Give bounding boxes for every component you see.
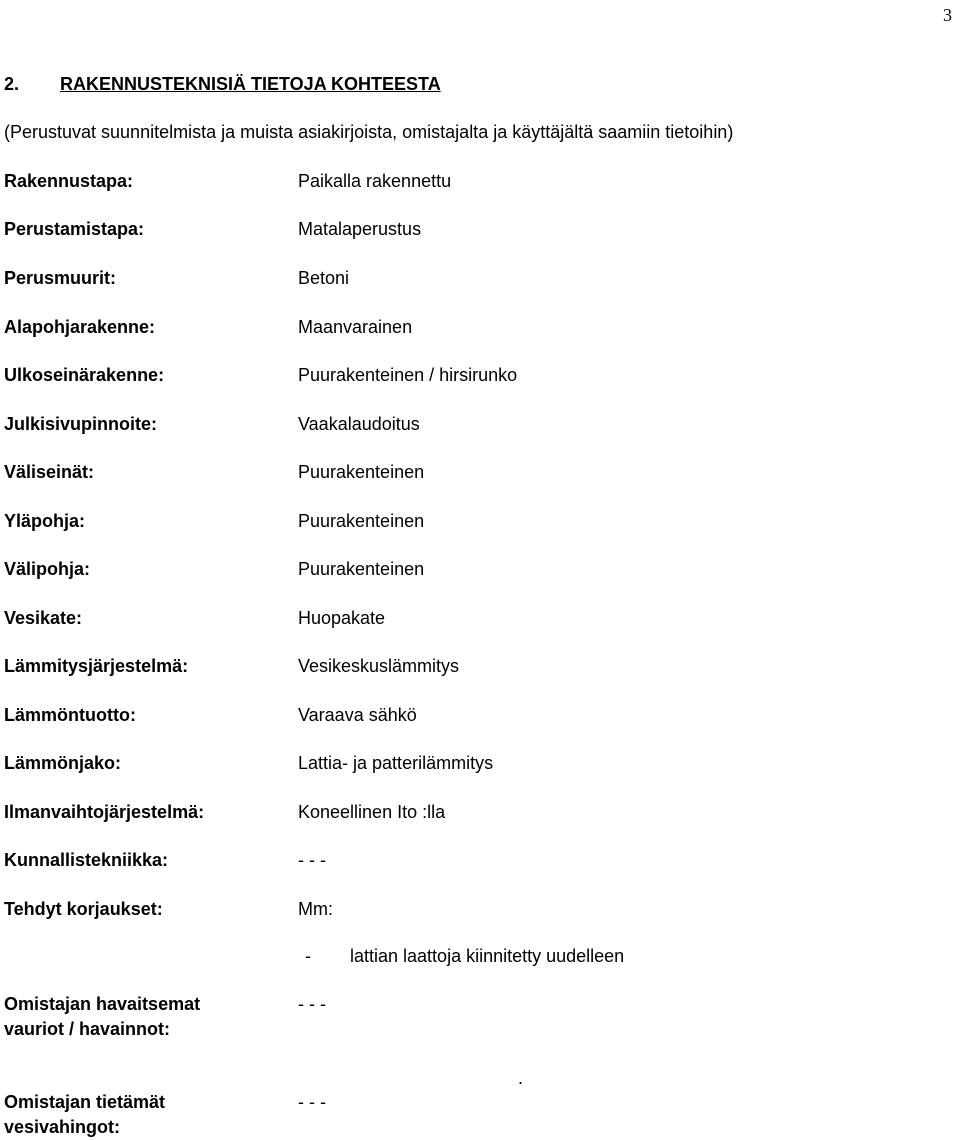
page-number: 3 [943, 5, 952, 25]
value-lammitysjarjestelma: Vesikeskuslämmitys [298, 656, 460, 676]
label-valiseinat: Väliseinät: [4, 462, 95, 482]
label-perustamistapa: Perustamistapa: [4, 219, 145, 239]
label-alapohjarakenne: Alapohjarakenne: [4, 317, 156, 337]
value-ulkoseinarakenne: Puurakenteinen / hirsirunko [298, 365, 518, 385]
section-title: RAKENNUSTEKNISIÄ TIETOJA KOHTEESTA [60, 74, 441, 94]
value-omistajan-havaitsemat: - - - [298, 994, 326, 1014]
label-ulkoseinarakenne: Ulkoseinärakenne: [4, 365, 165, 385]
value-tehdyt-korjaukset: Mm: [298, 899, 333, 919]
value-ilmanvaihtojarjestelma: Koneellinen Ito :lla [298, 802, 446, 822]
label-perusmuurit: Perusmuurit: [4, 268, 117, 288]
value-kunnallistekniikka: - - - [298, 850, 326, 870]
label-kunnallistekniikka: Kunnallistekniikka: [4, 850, 169, 870]
value-lammontuotto: Varaava sähkö [298, 705, 417, 725]
label-tehdyt-korjaukset: Tehdyt korjaukset: [4, 899, 163, 919]
value-alapohjarakenne: Maanvarainen [298, 317, 413, 337]
label-lammontuotto: Lämmöntuotto: [4, 705, 136, 725]
value-perustamistapa: Matalaperustus [298, 219, 422, 239]
value-valipohja: Puurakenteinen [298, 559, 425, 579]
value-julkisivupinnoite: Vaakalaudoitus [298, 414, 420, 434]
section-heading [4, 74, 441, 95]
label-lammonjako: Lämmönjako: [4, 753, 122, 773]
repair-bullet-dash: - [305, 946, 311, 966]
value-rakennustapa: Paikalla rakennettu [298, 171, 452, 191]
label-ylapohja: Yläpohja: [4, 511, 86, 531]
label-omistajan-tietamat: Omistajan tietämät vesivahingot: [4, 1092, 166, 1137]
label-omistajan-havaitsemat: Omistajan havaitsemat vauriot / havainnot: [4, 994, 201, 1039]
label-julkisivupinnoite: Julkisivupinnoite: [4, 414, 158, 434]
intro-text: (Perustuvat suunnitelmista ja muista asiakirjoista, omistajalta ja käyttäjältä saamiin tietoihin) [4, 122, 734, 142]
value-vesikate: Huopakate [298, 608, 386, 628]
label-valipohja: Välipohja: [4, 559, 91, 579]
value-ylapohja: Puurakenteinen [298, 511, 425, 531]
label-vesikate: Vesikate: [4, 608, 83, 628]
label-rakennustapa: Rakennustapa: [4, 171, 134, 191]
value-valiseinat: Puurakenteinen [298, 462, 425, 482]
label-ilmanvaihtojarjestelma: Ilmanvaihtojärjestelmä: [4, 802, 205, 822]
value-omistajan-tietamat: - - - [298, 1092, 326, 1112]
repair-item: lattian laattoja kiinnitetty uudelleen [350, 946, 625, 966]
label-lammitysjarjestelma: Lämmitysjärjestelmä: [4, 656, 189, 676]
stray-dot: . [518, 1068, 524, 1088]
value-lammonjako: Lattia- ja patterilämmitys [298, 753, 494, 773]
section-number: 2. [4, 74, 20, 94]
value-perusmuurit: Betoni [298, 268, 350, 288]
